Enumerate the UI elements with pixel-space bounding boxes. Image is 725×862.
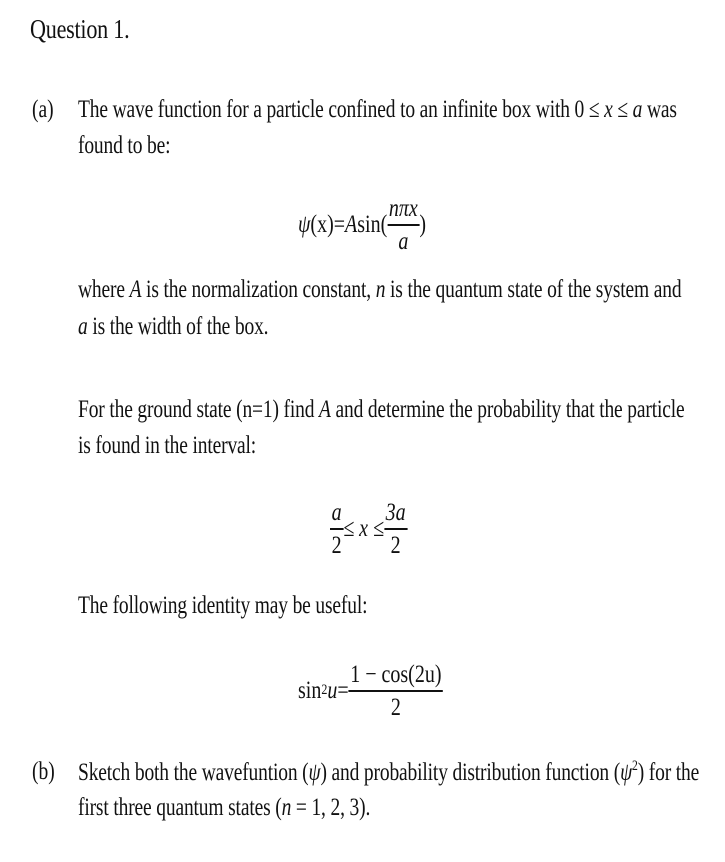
interval-right-den: 2 xyxy=(390,531,401,559)
eq-numerator: nπx xyxy=(388,195,418,222)
interval-left-num: a xyxy=(331,499,342,526)
ground-start: For the ground state (n=1) find xyxy=(78,396,320,423)
eq-equals: = xyxy=(333,210,346,238)
part-b-line2-end: = 1, 2, 3). xyxy=(291,794,371,821)
part-b-label: (b) xyxy=(32,758,55,785)
intro-text-end: was xyxy=(642,96,677,123)
interval-left-den: 2 xyxy=(331,531,342,559)
where-end: is the quantum state of the system and xyxy=(385,276,682,303)
ground-state-line1 xyxy=(78,396,684,424)
identity-numerator: 1 − cos(2u) xyxy=(350,661,442,688)
part-b-end: ) for the xyxy=(637,759,700,786)
ground-state-line2: is found in the interval: xyxy=(78,432,257,459)
part-b-mid: ) and probability distribution function ( xyxy=(320,759,621,786)
where-mid: is the normalization constant, xyxy=(141,276,376,303)
intro-var-a: a xyxy=(632,96,643,123)
where-start: where xyxy=(78,276,130,303)
part-a-label: (a) xyxy=(32,96,54,123)
eq-sin: sin( xyxy=(357,210,388,238)
intro-text-start: The wave function for a particle confined to an infinite box with 0 ≤ xyxy=(78,96,605,123)
identity-intro: The following identity may be useful: xyxy=(78,592,368,619)
part-a-intro-line1 xyxy=(78,96,677,124)
question-title: Question 1. xyxy=(30,14,130,44)
interval-middle: ≤ x ≤ xyxy=(343,514,385,542)
part-b-line2-start: first three quantum states ( xyxy=(78,794,282,821)
eq-arg: (x) xyxy=(310,210,334,238)
identity-denominator: 2 xyxy=(390,693,401,721)
interval-left-fraction xyxy=(330,500,343,558)
interval-right-num: 3a xyxy=(385,499,406,526)
ground-A: A xyxy=(319,396,331,423)
interval-equation xyxy=(330,500,407,558)
part-b-psi: ψ xyxy=(308,759,321,786)
intro-var-x: x xyxy=(604,96,613,123)
where-a: a xyxy=(78,313,88,340)
part-b-line1 xyxy=(78,758,699,787)
interval-right-bar xyxy=(384,528,407,530)
wave-function-equation xyxy=(298,196,426,254)
identity-fraction xyxy=(349,662,443,720)
where-line2 xyxy=(78,313,268,341)
eq-fraction xyxy=(387,196,419,254)
part-a-intro-line2: found to be: xyxy=(78,132,171,159)
eq-fraction-bar xyxy=(387,224,419,226)
part-b-psi2-exponent: 2 xyxy=(632,758,638,774)
identity-fraction-bar xyxy=(349,690,443,692)
where-line1 xyxy=(78,276,681,304)
identity-sin: sin xyxy=(298,676,322,704)
identity-exponent: 2 xyxy=(321,682,328,699)
intro-leq: ≤ xyxy=(612,96,633,123)
eq-denominator: a xyxy=(398,227,409,255)
identity-equation xyxy=(298,662,443,720)
part-b-line2 xyxy=(78,794,370,822)
identity-u: u xyxy=(327,676,338,704)
part-b-start: Sketch both the wavefuntion ( xyxy=(78,759,309,786)
where-n: n xyxy=(375,276,386,303)
eq-close: ) xyxy=(419,210,427,238)
eq-amplitude: A xyxy=(345,210,358,238)
interval-right-fraction xyxy=(384,500,407,558)
ground-end: and determine the probability that the particle xyxy=(330,396,685,423)
where-A: A xyxy=(129,276,142,303)
identity-equals: = xyxy=(337,676,349,704)
where-line2-rest: is the width of the box. xyxy=(87,313,269,340)
interval-left-bar xyxy=(330,528,343,530)
part-b-n: n xyxy=(281,794,292,821)
part-b-psi2: ψ xyxy=(620,759,633,786)
eq-psi: ψ xyxy=(298,210,311,238)
